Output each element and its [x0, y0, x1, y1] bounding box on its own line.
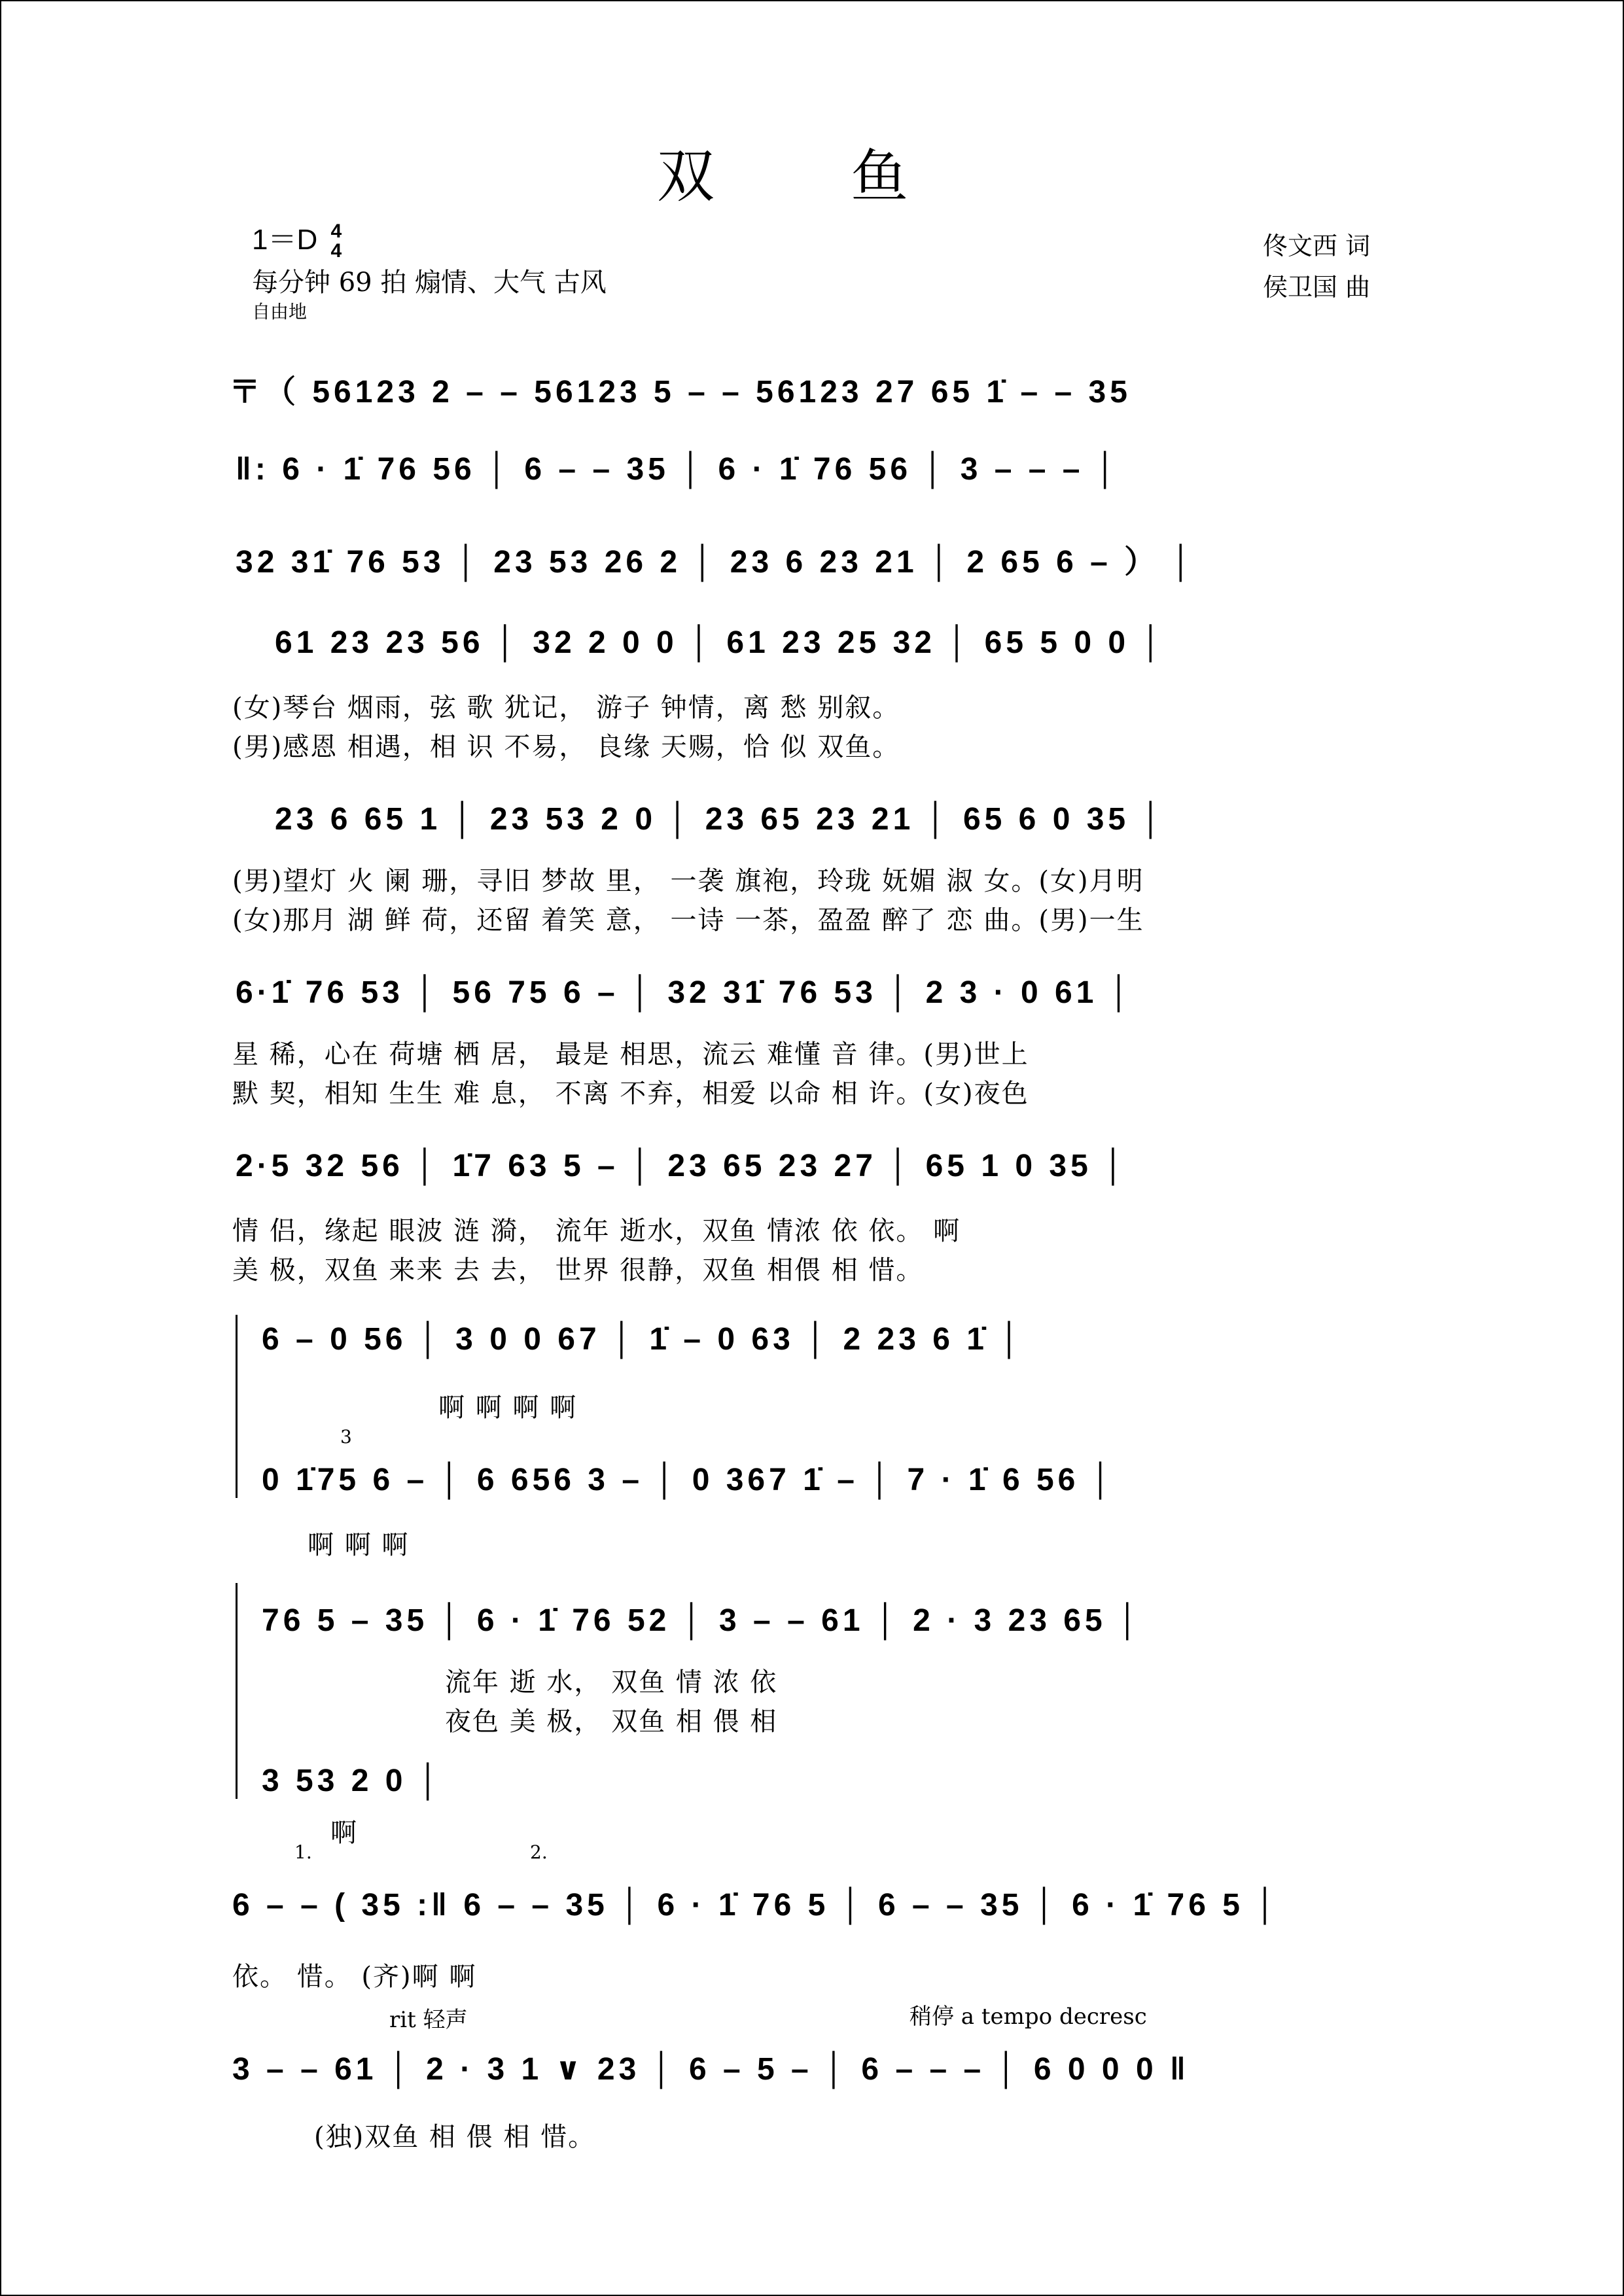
duet1-lower-notes: 0 1̇75 6 – │ 6 656 3 – │ 0 367 1̇ – │ 7 · 1̇ 6 56 │ — [262, 1463, 1116, 1497]
rit-marking: rit 轻声 — [389, 2007, 468, 2033]
verse1-lyric-a: (女)琴台 烟雨，弦 歌 犹记， 游子 钟情，离 愁 别叙。 — [232, 693, 900, 723]
ending-lyric: 依。 惜。 (齐)啊 啊 — [232, 1962, 477, 1992]
final-notes: 3 – – 61 │ 2 · 3 1 ∨ 23 │ 6 – 5 – │ 6 – – – │ 6 0 0 0 ‖ — [232, 2052, 1190, 2087]
triplet-mark: 3 — [340, 1426, 352, 1448]
intro-line-1: 〒（ 56123 2 – – 56123 5 – – 56123 27 65 1̇ – – 35 — [229, 375, 1131, 409]
composer-credit: 侯卫国 曲 — [1263, 273, 1371, 302]
verse1-lyric-b: (男)感恩 相遇，相 识 不易， 良缘 天赐，恰 似 双鱼。 — [232, 732, 900, 762]
duet1-upper-notes: 6 – 0 56 │ 3 0 0 67 │ 1̇ – 0 63 │ 2 23 6 1̇ │ — [262, 1322, 1025, 1357]
duet2-lyric-b: 夜色 美 极， 双鱼 相 偎 相 — [445, 1707, 778, 1737]
verse2-lyric-a: (男)望灯 火 阑 珊，寻旧 梦故 里， 一袭 旗袍，玲珑 妩媚 淑 女。(女)月明 — [232, 866, 1144, 896]
duet2-lower-lyric: 啊 — [330, 1818, 358, 1848]
tempo-change-marking: 稍停 a tempo decresc — [909, 2004, 1147, 2030]
verse3-notes: 6·1̇ 76 53 │ 56 75 6 – │ 32 31̇ 76 53 │ 2 3 · 0 61 │ — [236, 975, 1134, 1010]
verse4-notes: 2·5 32 56 │ 1̇7 63 5 – │ 23 65 23 27 │ 65 1 0 35 │ — [236, 1149, 1129, 1183]
verse3-lyric-a: 星 稀，心在 荷塘 栖 居， 最是 相思，流云 难懂 音 律。(男)世上 — [232, 1039, 1029, 1070]
duet1-lower-lyric: 啊 啊 啊 — [308, 1530, 410, 1560]
key-label: 1＝D — [252, 224, 318, 256]
intro-line-2: ‖: 6 · 1̇ 76 56 │ 6 – – 35 │ 6 · 1̇ 76 56 │ 3 – – – │ — [236, 452, 1120, 487]
verse2-notes: 23 6 65 1 │ 23 53 2 0 │ 23 65 23 21 │ 65 6 0 35 │ — [275, 802, 1166, 837]
verse3-lyric-b: 默 契，相知 生生 难 息， 不离 不弃，相爱 以命 相 许。(女)夜色 — [232, 1079, 1029, 1109]
tempo-marking: 每分钟 69 拍 煽情、大气 古风 — [252, 268, 607, 298]
free-tempo-marking: 自由地 — [252, 301, 308, 322]
duet2-lower-notes: 3 53 2 0 │ — [262, 1764, 443, 1798]
verse1-notes: 61 23 23 56 │ 32 2 0 0 │ 61 23 25 32 │ 65 5 0 0 │ — [275, 625, 1166, 660]
duet2-lyric-a: 流年 逝 水， 双鱼 情 浓 依 — [445, 1667, 778, 1697]
verse4-lyric-b: 美 极，双鱼 来来 去 去， 世界 很静，双鱼 相偎 相 惜。 — [232, 1255, 924, 1285]
time-sig-top: 4 — [330, 220, 342, 243]
system-brace-2 — [236, 1583, 238, 1799]
page-title: 双 鱼 — [657, 143, 967, 210]
time-signature — [330, 222, 342, 261]
intro-line-3: 32 31̇ 76 53 │ 23 53 26 2 │ 23 6 23 21 │ 2 65 6 – ） │ — [236, 545, 1196, 580]
verse4-lyric-a: 情 侣，缘起 眼波 涟 漪， 流年 逝水，双鱼 情浓 依 依。 啊 — [232, 1216, 961, 1246]
verse2-lyric-b: (女)那月 湖 鲜 荷，还留 着笑 意， 一诗 一茶，盈盈 醉了 恋 曲。(男)一生 — [232, 905, 1144, 935]
time-sig-bottom: 4 — [330, 240, 342, 262]
volta-2: 2. — [530, 1841, 548, 1863]
volta-1: 1. — [294, 1841, 312, 1863]
system-brace-1 — [236, 1315, 238, 1498]
duet1-upper-lyric: 啊 啊 啊 啊 — [438, 1393, 578, 1423]
duet2-upper-notes: 76 5 – 35 │ 6 · 1̇ 76 52 │ 3 – – 61 │ 2 · 3 23 65 │ — [262, 1603, 1143, 1638]
lyricist-credit: 佟文西 词 — [1263, 232, 1371, 260]
key-signature — [252, 216, 342, 261]
ending-notes: 6 – – ( 35 :‖ 6 – – 35 │ 6 · 1̇ 76 5 │ 6 – – 35 │ 6 · 1̇ 76 5 │ — [232, 1888, 1280, 1922]
final-lyric: (独)双鱼 相 偎 相 惜。 — [314, 2122, 596, 2152]
